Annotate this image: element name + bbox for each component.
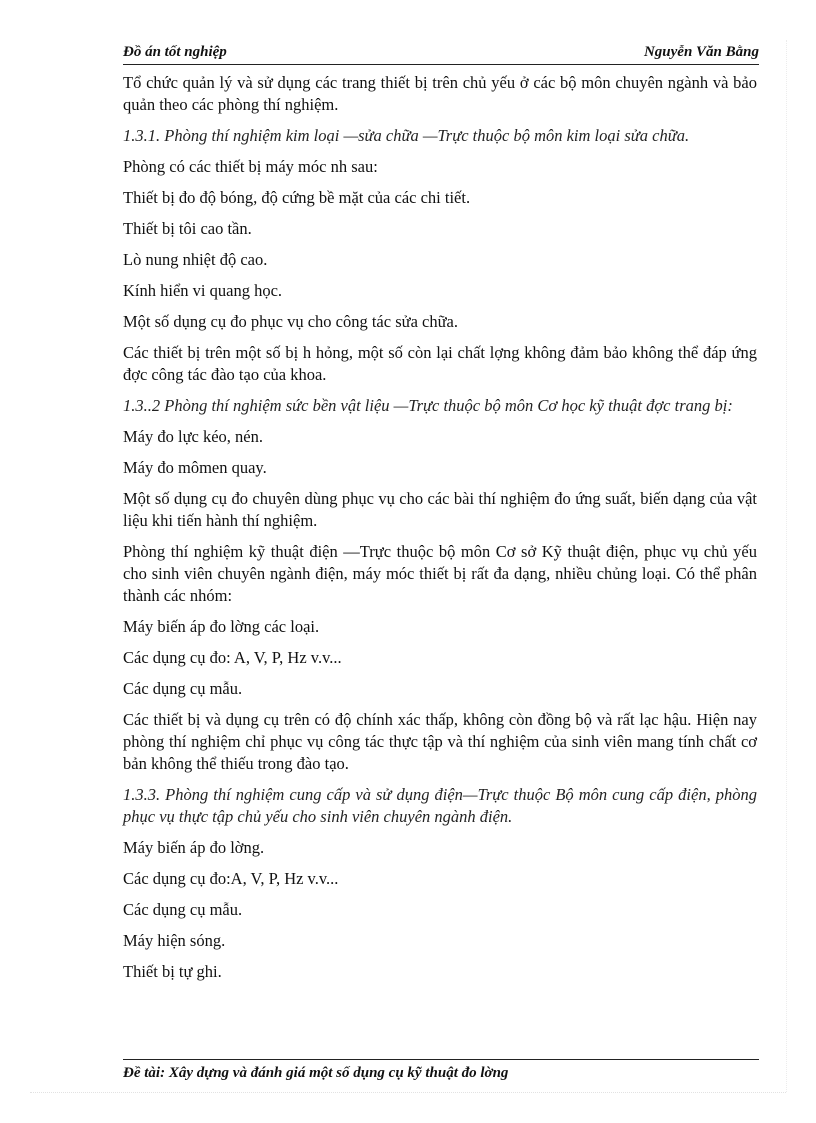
body-paragraph: Tổ chức quản lý và sử dụng các trang thiết bị trên chủ yếu ở các bộ môn chuyên ngành và bảo quản theo các phòng thí nghiệm. bbox=[123, 73, 757, 114]
page-footer bbox=[123, 1059, 759, 1082]
body-paragraph: Kính hiển vi quang học. bbox=[123, 281, 283, 300]
body-paragraph: Các thiết bị trên một số bị h hỏng, một số còn lại chất lợng không đảm bảo không thể đáp ứng đợc công tác đào tạo của khoa. bbox=[123, 343, 757, 384]
body-paragraph: Một số dụng cụ đo chuyên dùng phục vụ cho các bài thí nghiệm đo ứng suất, biến dạng của vật liệu khi tiến hành thí nghiệm. bbox=[123, 489, 757, 530]
page-header bbox=[123, 44, 759, 65]
section-heading: 1.3..2 Phòng thí nghiệm sức bền vật liệu —Trực thuộc bộ môn Cơ học kỹ thuật đợc trang bị: bbox=[123, 396, 733, 415]
body-paragraph: Máy đo lực kéo, nén. bbox=[123, 427, 263, 446]
page-right-border bbox=[786, 40, 787, 1092]
section-heading: 1.3.3. Phòng thí nghiệm cung cấp và sử dụng điện—Trực thuộc Bộ môn cung cấp điện, phòng phục vụ thực tập chủ yếu cho sinh viên chuyên ngành điện. bbox=[123, 785, 757, 826]
body-paragraph: Máy biến áp đo lờng. bbox=[123, 838, 265, 857]
body-paragraph: Thiết bị tự ghi. bbox=[123, 962, 222, 981]
body-paragraph: Các dụng cụ đo:A, V, P, Hz v.v... bbox=[123, 869, 339, 888]
body-paragraph: Máy đo mômen quay. bbox=[123, 458, 267, 477]
page-bottom-border bbox=[30, 1092, 786, 1093]
body-paragraph: Các dụng cụ đo: A, V, P, Hz v.v... bbox=[123, 648, 342, 667]
body-paragraph: Các dụng cụ mẫu. bbox=[123, 900, 243, 919]
body-paragraph: Máy biến áp đo lờng các loại. bbox=[123, 617, 320, 636]
body-paragraph: Phòng thí nghiệm kỹ thuật điện —Trực thuộc bộ môn Cơ sở Kỹ thuật điện, phục vụ chủ yếu cho sinh viên chuyên ngành điện, máy móc thiết bị rất đa dạng, nhiều chủng loại. Có thể phân thành các nhóm: bbox=[123, 542, 757, 605]
body-paragraph: Thiết bị tôi cao tần. bbox=[123, 219, 252, 238]
header-left-title: Đồ án tốt nghiệp bbox=[123, 44, 227, 60]
body-paragraph: Một số dụng cụ đo phục vụ cho công tác sửa chữa. bbox=[123, 312, 458, 331]
header-author: Nguyễn Văn Bằng bbox=[643, 44, 759, 60]
body-paragraph: Máy hiện sóng. bbox=[123, 931, 226, 950]
body-paragraph: Các dụng cụ mẫu. bbox=[123, 679, 243, 698]
footer-topic: Đề tài: Xây dựng và đánh giá một số dụng cụ kỹ thuật đo lờng bbox=[123, 1065, 509, 1081]
body-paragraph: Thiết bị đo độ bóng, độ cứng bề mặt của các chi tiết. bbox=[123, 188, 471, 207]
document-body bbox=[123, 72, 757, 992]
body-paragraph: Lò nung nhiệt độ cao. bbox=[123, 250, 268, 269]
section-heading: 1.3.1. Phòng thí nghiệm kim loại —sửa chữa —Trực thuộc bộ môn kim loại sửa chữa. bbox=[123, 126, 690, 145]
body-paragraph: Phòng có các thiết bị máy móc nh sau: bbox=[123, 157, 378, 176]
body-paragraph: Các thiết bị và dụng cụ trên có độ chính xác thấp, không còn đồng bộ và rất lạc hậu. Hiện nay phòng thí nghiệm chỉ phục vụ công tác thực tập và thí nghiệm của sinh viên mang tính chất cơ bản không thể thiếu trong đào tạo. bbox=[123, 710, 757, 773]
